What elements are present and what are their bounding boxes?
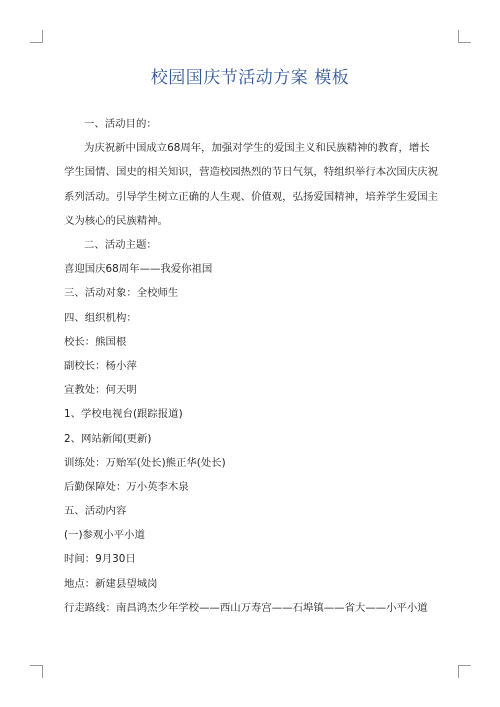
document-title: 校园国庆节活动方案 模板: [150, 68, 350, 88]
section-heading-content: 五、活动内容: [64, 505, 127, 518]
route-line: 行走路线：南昌鸿杰少年学校——西山万寿宫——石埠镇——省大——小平小道: [64, 601, 428, 614]
crop-mark-top-left: [30, 30, 43, 43]
purpose-paragraph: 为庆祝新中国成立68周年，加强对学生的爱国主义和民族精神的教育，增长学生国情、国史的相关知识，营造校园热烈的节日气氛，特组织举行本次国庆庆祝系列活动。引导学生树立正确的人生观、价值观，弘扬爱国精神，培养学生爱国主义为核心的民族精神。: [64, 142, 439, 227]
place-line: 地点：新建县望城岗: [64, 577, 158, 590]
logistics-line: 后勤保障处：万小英李木泉: [64, 480, 189, 493]
section-heading-organization: 四、组织机构：: [64, 311, 137, 324]
theme-text: 喜迎国庆68周年——我爱你祖国: [64, 263, 213, 276]
document-body: [64, 112, 440, 620]
section-heading-theme: 二、活动主题：: [84, 239, 157, 251]
publicity-line: 宣教处：何天明: [64, 384, 137, 397]
crop-mark-top-right: [458, 30, 471, 43]
training-line: 训练处：万贻军(处长)熊正华(处长): [64, 456, 226, 469]
vice-principal-line: 副校长：杨小萍: [64, 359, 137, 372]
list-item-website: 2、网站新闻(更新): [64, 432, 152, 445]
section-heading-purpose: 一、活动目的：: [84, 118, 157, 130]
crop-mark-bottom-right: [458, 665, 471, 678]
list-item-tv: 1、学校电视台(跟踪报道): [64, 408, 183, 421]
section-target: 三、活动对象：全校师生: [64, 287, 179, 300]
time-line: 时间：9月30日: [64, 553, 136, 566]
principal-line: 校长：熊国根: [64, 335, 127, 348]
crop-mark-bottom-left: [30, 665, 43, 678]
subsection-visit: (一)参观小平小道: [64, 529, 145, 542]
